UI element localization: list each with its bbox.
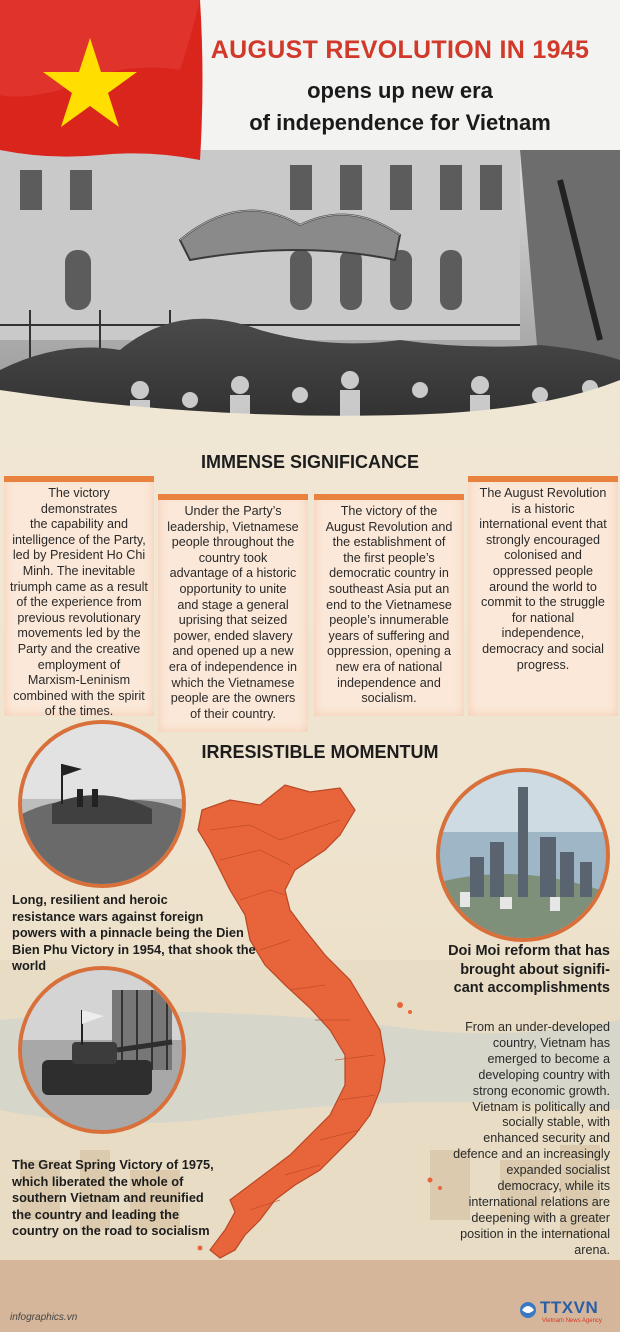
page-title: AUGUST REVOLUTION IN 1945 [210, 36, 590, 64]
spring-victory-photo [18, 966, 186, 1134]
momentum-heading: IRRESISTIBLE MOMENTUM [201, 742, 439, 762]
page-subtitle-line2: of independence for Vietnam [249, 110, 551, 135]
significance-box-4 [468, 476, 618, 716]
significance-box-1 [4, 476, 154, 719]
doi-moi-text: From an under-developed country, Vietnam has emerged to become a developing country with strong economic growth. Vietnam is politically and socially stable, with enhanced security and defence and an increasingly expanded socialist democracy, while its international relations are deepening with a greater position in the international arena. [453, 1020, 610, 1257]
box-accent-bar [158, 494, 308, 500]
significance-text-1: The victory demonstrates the capability and intelligence of the Party, led by President Ho Chi Minh. The inevitable triumph came as a result of the experience from previous revolutionary movements led by the Party and the creative employment of Marxism-Leninism combined with the spirit of the times. [10, 486, 148, 719]
significance-heading: IMMENSE SIGNIFICANCE [200, 452, 419, 472]
page-subtitle-line1: opens up new era [307, 78, 493, 103]
doi-moi-title: Doi Moi reform that has brought about signifi- cant accomplishments [448, 943, 610, 996]
logo-subtext: Vietnam News Agency [542, 1318, 602, 1324]
source-credit: infographics.vn [10, 1312, 78, 1323]
box-accent-bar [314, 494, 464, 500]
spring-victory-caption: The Great Spring Victory of 1975, which liberated the whole of southern Vietnam and reunified the country and leading the country on the road to socialism [12, 1157, 214, 1238]
dien-bien-phu-photo [18, 720, 186, 888]
historic-photo [0, 150, 620, 450]
significance-text-2: Under the Party’s leadership, Vietnamese people throughout the country took advantage of a historic opportunity to unite and stage a general uprising that seized power, ended slavery and opened up a new era of independence in which the Vietnamese people are the owners of their country. [167, 504, 299, 721]
vietnam-flag-icon [0, 0, 205, 165]
significance-text-3: The victory of the August Revolution and the establishment of the first people’s democratic country in southeast Asia put an end to the Vietnamese people’s innumerable years of suffering and oppression, opening a new era of national independence and socialism. [325, 504, 453, 706]
modern-city-photo [436, 768, 610, 942]
significance-text-4: The August Revolution is a historic international event that strongly encouraged colonised and oppressed people around the world to commit to the struggle for national independence, democracy and social progress. [479, 486, 607, 672]
box-accent-bar [468, 476, 618, 482]
dien-bien-phu-caption: Long, resilient and heroic resistance wars against foreign powers with a pinnacle being the Dien Bien Phu Victory in 1954, that shook the world [12, 892, 256, 973]
significance-box-3 [314, 494, 464, 716]
logo-text: TTXVN [540, 1298, 599, 1317]
significance-box-2 [158, 494, 308, 732]
ttxvn-logo [518, 1296, 610, 1326]
box-accent-bar [4, 476, 154, 482]
